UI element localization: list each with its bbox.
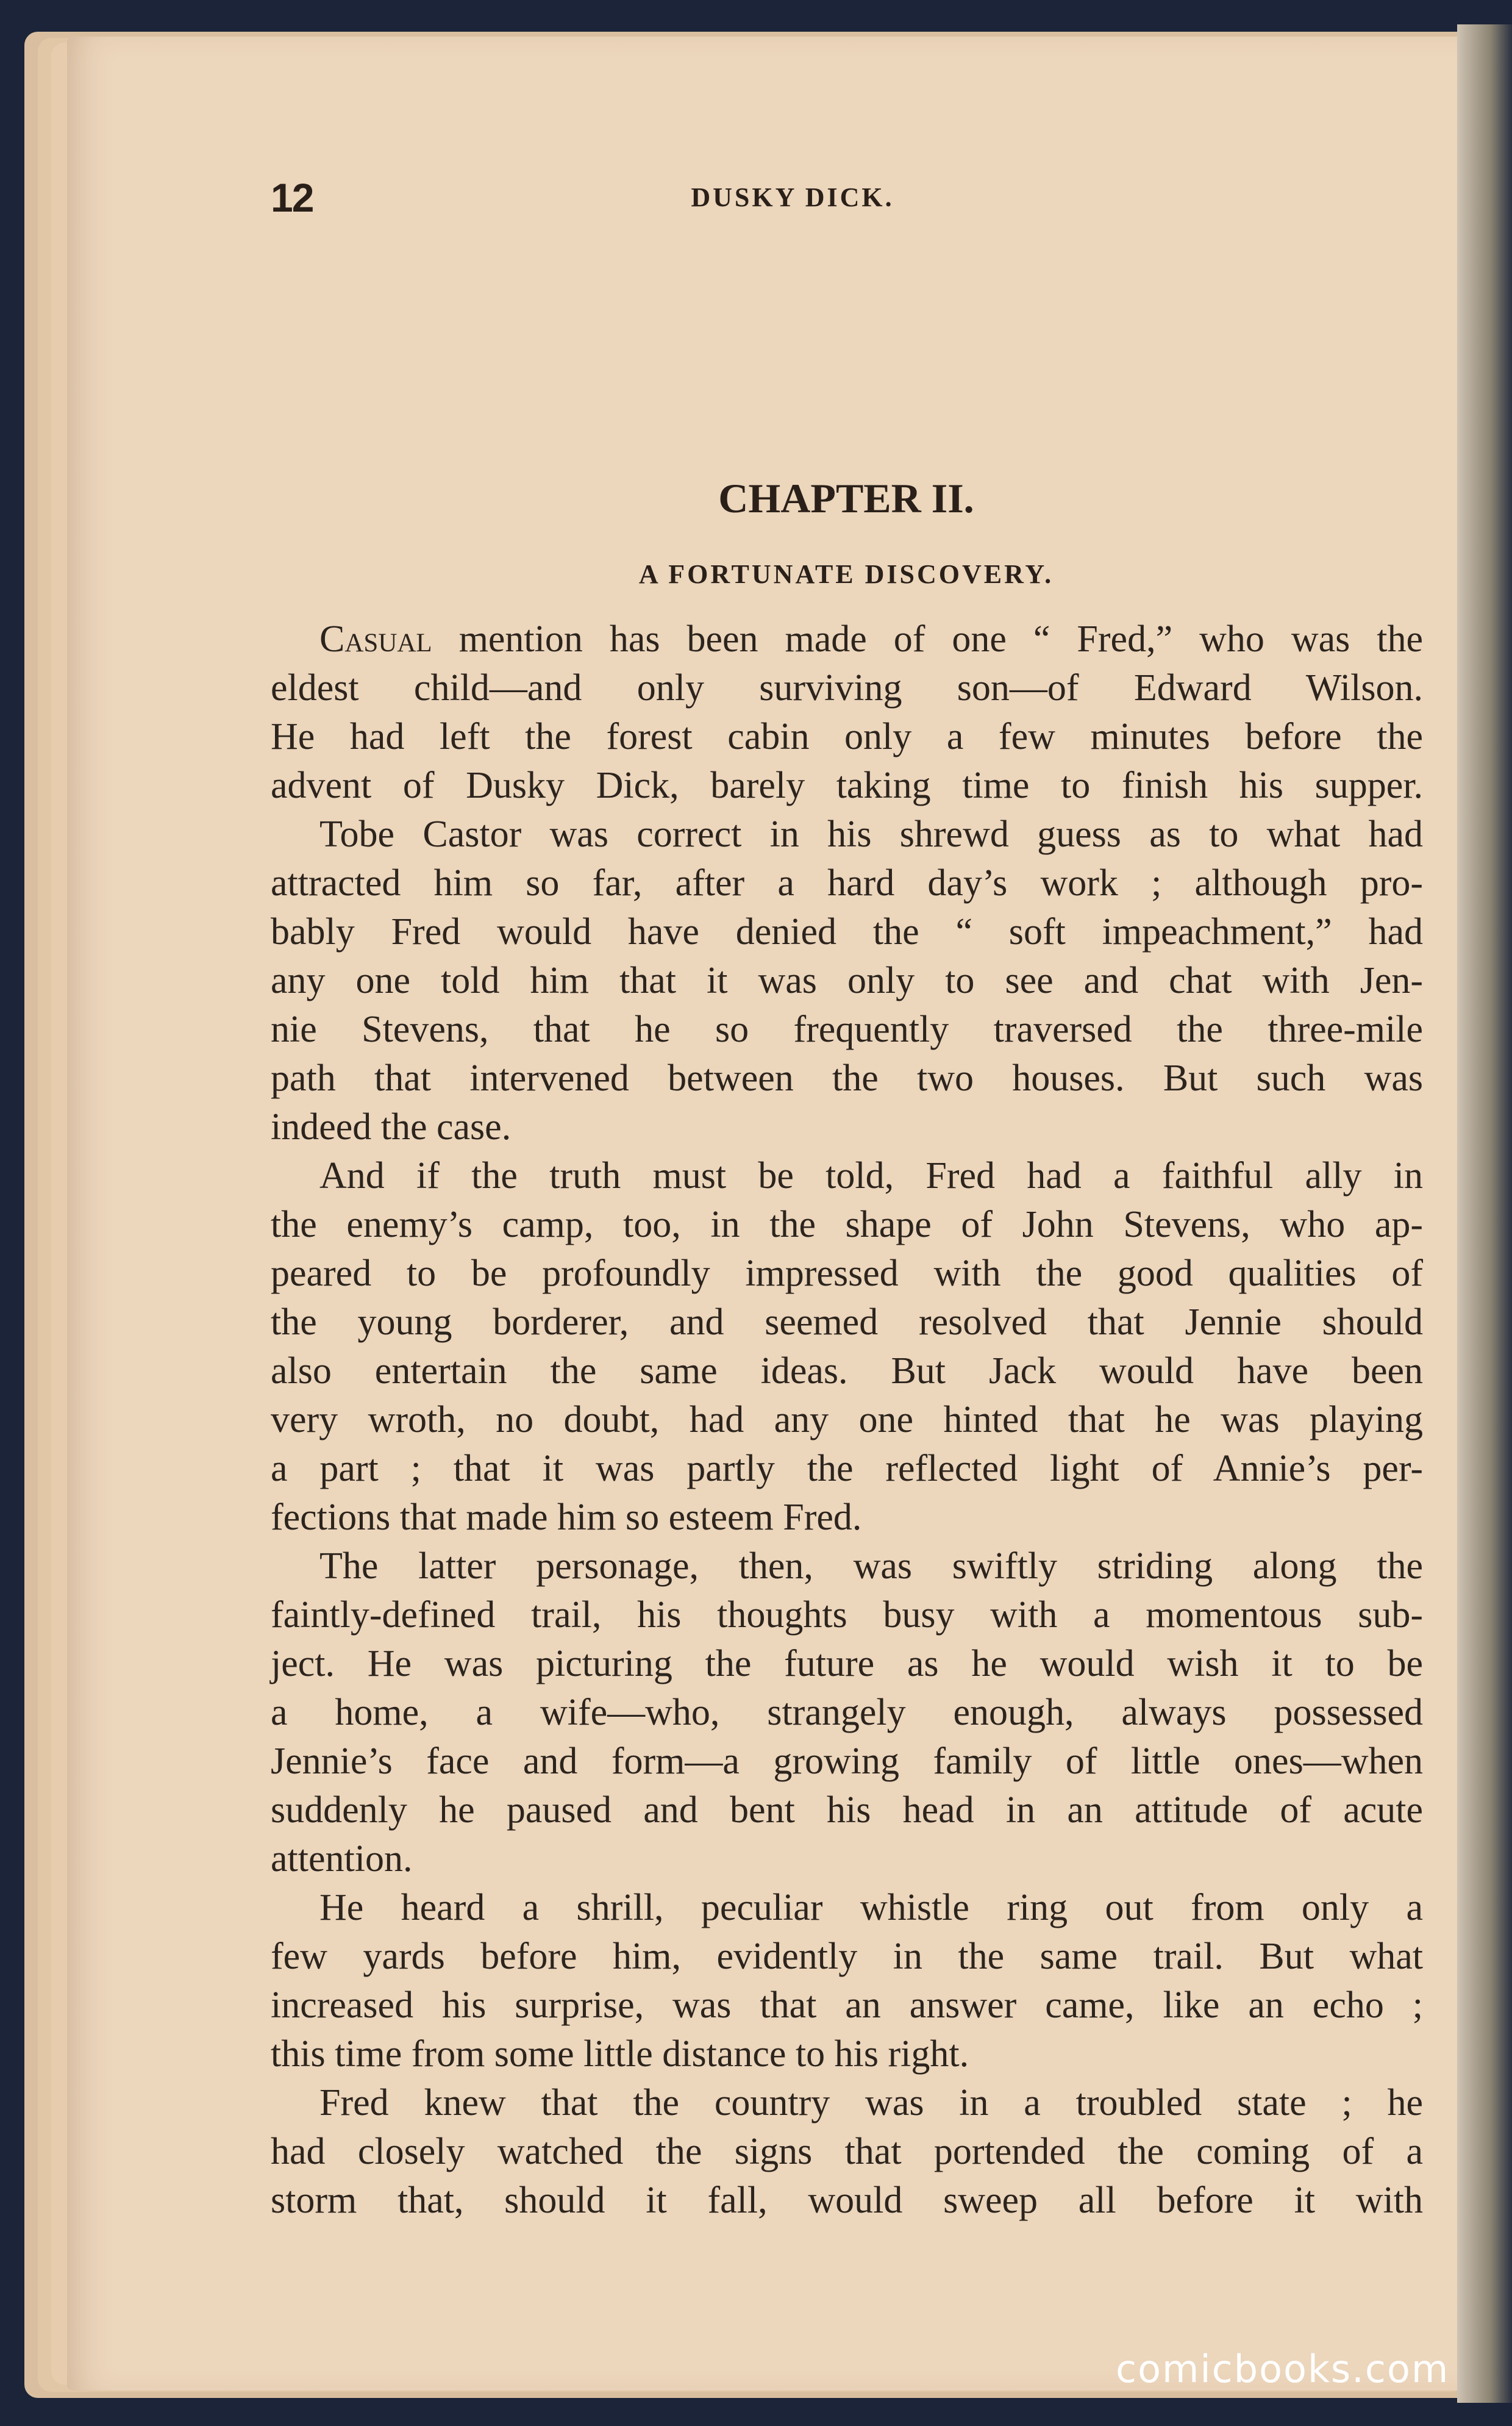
chapter-title: CHAPTER II.	[718, 475, 974, 521]
text-line: faintly-defined trail, his thoughts busy with a momentous sub-	[271, 1594, 1423, 1636]
text-line: And if the truth must be told, Fred had a faithful ally in	[319, 1155, 1423, 1197]
text-line: any one told him that it was only to see and chat with Jen-	[271, 960, 1423, 1001]
text-line: Fred knew that the country was in a troubled state ; he	[319, 2082, 1423, 2124]
text-line: nie Stevens, that he so frequently traversed the three-mile	[271, 1009, 1423, 1050]
text-line: ject. He was picturing the future as he would wish it to be	[271, 1643, 1423, 1684]
text-line: Jennie’s face and form—a growing family of little ones—when	[271, 1741, 1423, 1782]
text-line: He had left the forest cabin only a few minutes before the	[271, 716, 1423, 757]
text-line: path that intervened between the two houses. But such was	[271, 1057, 1423, 1099]
text-line: He heard a shrill, peculiar whistle ring out from only a	[319, 1887, 1423, 1928]
text-line: the enemy’s camp, too, in the shape of John Stevens, who ap-	[271, 1204, 1423, 1245]
text-line: bably Fred would have denied the “ soft impeachment,” had	[271, 911, 1423, 953]
text-line: Tobe Castor was correct in his shrewd guess as to what had	[319, 814, 1423, 855]
drop-word: Casual	[319, 618, 432, 660]
text-line: a part ; that it was partly the reflected light of Annie’s per-	[271, 1448, 1423, 1489]
watermark: comicbooks.com	[1116, 2347, 1450, 2391]
running-title: DUSKY DICK.	[691, 182, 894, 212]
page-number: 12	[271, 175, 313, 220]
text-line: attracted him so far, after a hard day’s work ; although pro-	[271, 862, 1423, 904]
text-line: fections that made him so esteem Fred.	[271, 1497, 862, 1538]
text-line: storm that, should it fall, would sweep all before it with	[271, 2180, 1423, 2221]
text-line: very wroth, no doubt, had any one hinted that he was playing	[271, 1399, 1423, 1440]
text-line: The latter personage, then, was swiftly striding along the	[319, 1545, 1423, 1587]
text-line: increased his surprise, was that an answer came, like an echo ;	[271, 1984, 1423, 2026]
text-line: few yards before him, evidently in the same trail. But what	[271, 1936, 1423, 1977]
text-line: eldest child—and only surviving son—of Edward Wilson.	[271, 667, 1423, 709]
body-text	[271, 615, 1423, 2225]
text-line: peared to be profoundly impressed with the good qualities of	[271, 1253, 1423, 1294]
book-spine	[1457, 24, 1512, 2403]
text-line: attention.	[271, 1838, 413, 1880]
text-line: had closely watched the signs that portended the coming of a	[271, 2131, 1423, 2172]
text-line: advent of Dusky Dick, barely taking time to finish his supper.	[271, 765, 1423, 806]
text-line: also entertain the same ideas. But Jack would have been	[271, 1350, 1423, 1392]
text-line: indeed the case.	[271, 1106, 512, 1148]
text-line: the young borderer, and seemed resolved that Jennie should	[271, 1301, 1423, 1343]
text-line: suddenly he paused and bent his head in an attitude of acute	[271, 1789, 1423, 1831]
text-line: a home, a wife—who, strangely enough, always possessed	[271, 1692, 1423, 1733]
chapter-subtitle: A FORTUNATE DISCOVERY.	[638, 559, 1054, 589]
text-line: this time from some little distance to his right.	[271, 2033, 969, 2075]
text-line: Casual mention has been made of one “ Fred,” who was the	[319, 618, 1423, 660]
